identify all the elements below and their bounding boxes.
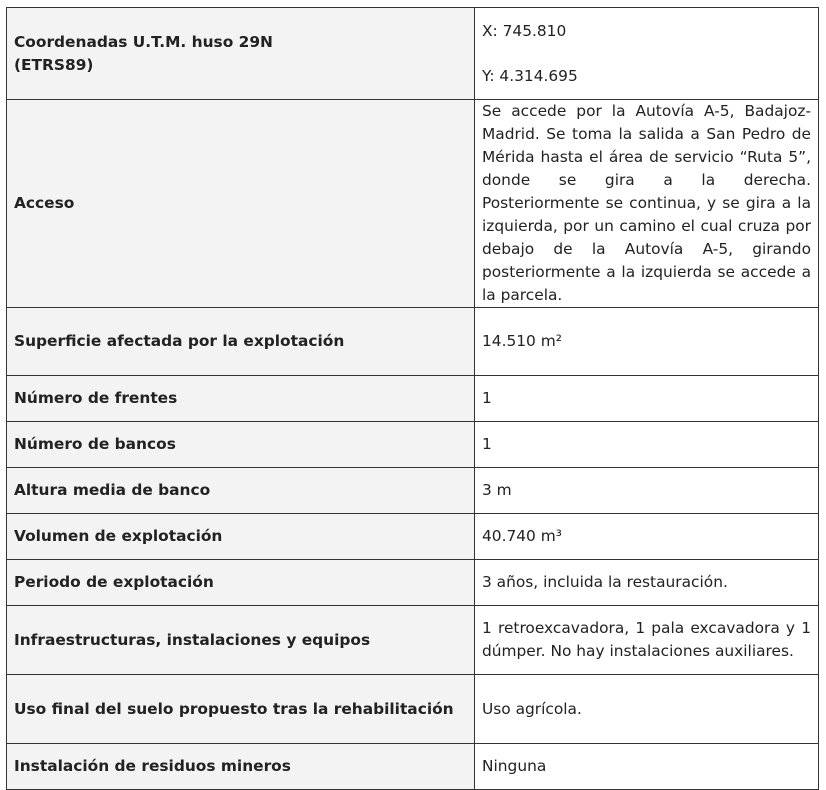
row-label: Número de bancos <box>7 422 475 468</box>
row-value: 3 m <box>475 468 819 514</box>
table-row-residuos <box>7 744 819 790</box>
row-label: Periodo de explotación <box>7 560 475 606</box>
table-row-volumen <box>7 514 819 560</box>
row-value: 14.510 m² <box>475 308 819 376</box>
row-label: Uso final del suelo propuesto tras la rehabilitación <box>7 675 475 744</box>
row-label: Superficie afectada por la explotación <box>7 308 475 376</box>
table-row-acceso <box>7 100 819 308</box>
table-row-altura <box>7 468 819 514</box>
row-value: Se accede por la Autovía A-5, Badajoz-Madrid. Se toma la salida a San Pedro de Mérida hasta el área de servicio “Ruta 5”, donde se gira a la derecha. Posteriormente se continua, y se gira a la izquierda, por un camino el cual cruza por debajo de la Autovía A-5, girando posteriormente a la izquierda se accede a la parcela. <box>475 100 819 308</box>
row-label: Acceso <box>7 100 475 308</box>
row-label: Altura media de banco <box>7 468 475 514</box>
table-row-bancos <box>7 422 819 468</box>
row-value: 1 <box>475 422 819 468</box>
row-value-coordinates <box>475 8 819 100</box>
row-label: Coordenadas U.T.M. huso 29N (ETRS89) <box>7 8 475 100</box>
table-row-superficie <box>7 308 819 376</box>
row-value: 3 años, incluida la restauración. <box>475 560 819 606</box>
row-label: Infraestructuras, instalaciones y equipos <box>7 606 475 675</box>
project-data-table <box>6 7 819 790</box>
table-row-periodo <box>7 560 819 606</box>
table-row-coordinates <box>7 8 819 100</box>
row-label: Instalación de residuos mineros <box>7 744 475 790</box>
row-value: 1 <box>475 376 819 422</box>
row-value: Uso agrícola. <box>475 675 819 744</box>
coordinate-y: Y: 4.314.695 <box>482 66 578 85</box>
row-value: 40.740 m³ <box>475 514 819 560</box>
table-row-uso-final <box>7 675 819 744</box>
row-value: Ninguna <box>475 744 819 790</box>
row-value: 1 retroexcavadora, 1 pala excavadora y 1 dúmper. No hay instalaciones auxiliares. <box>475 606 819 675</box>
table-row-infraestructuras <box>7 606 819 675</box>
row-label: Volumen de explotación <box>7 514 475 560</box>
table-row-frentes <box>7 376 819 422</box>
coordinate-x: X: 745.810 <box>482 21 567 40</box>
row-label: Número de frentes <box>7 376 475 422</box>
